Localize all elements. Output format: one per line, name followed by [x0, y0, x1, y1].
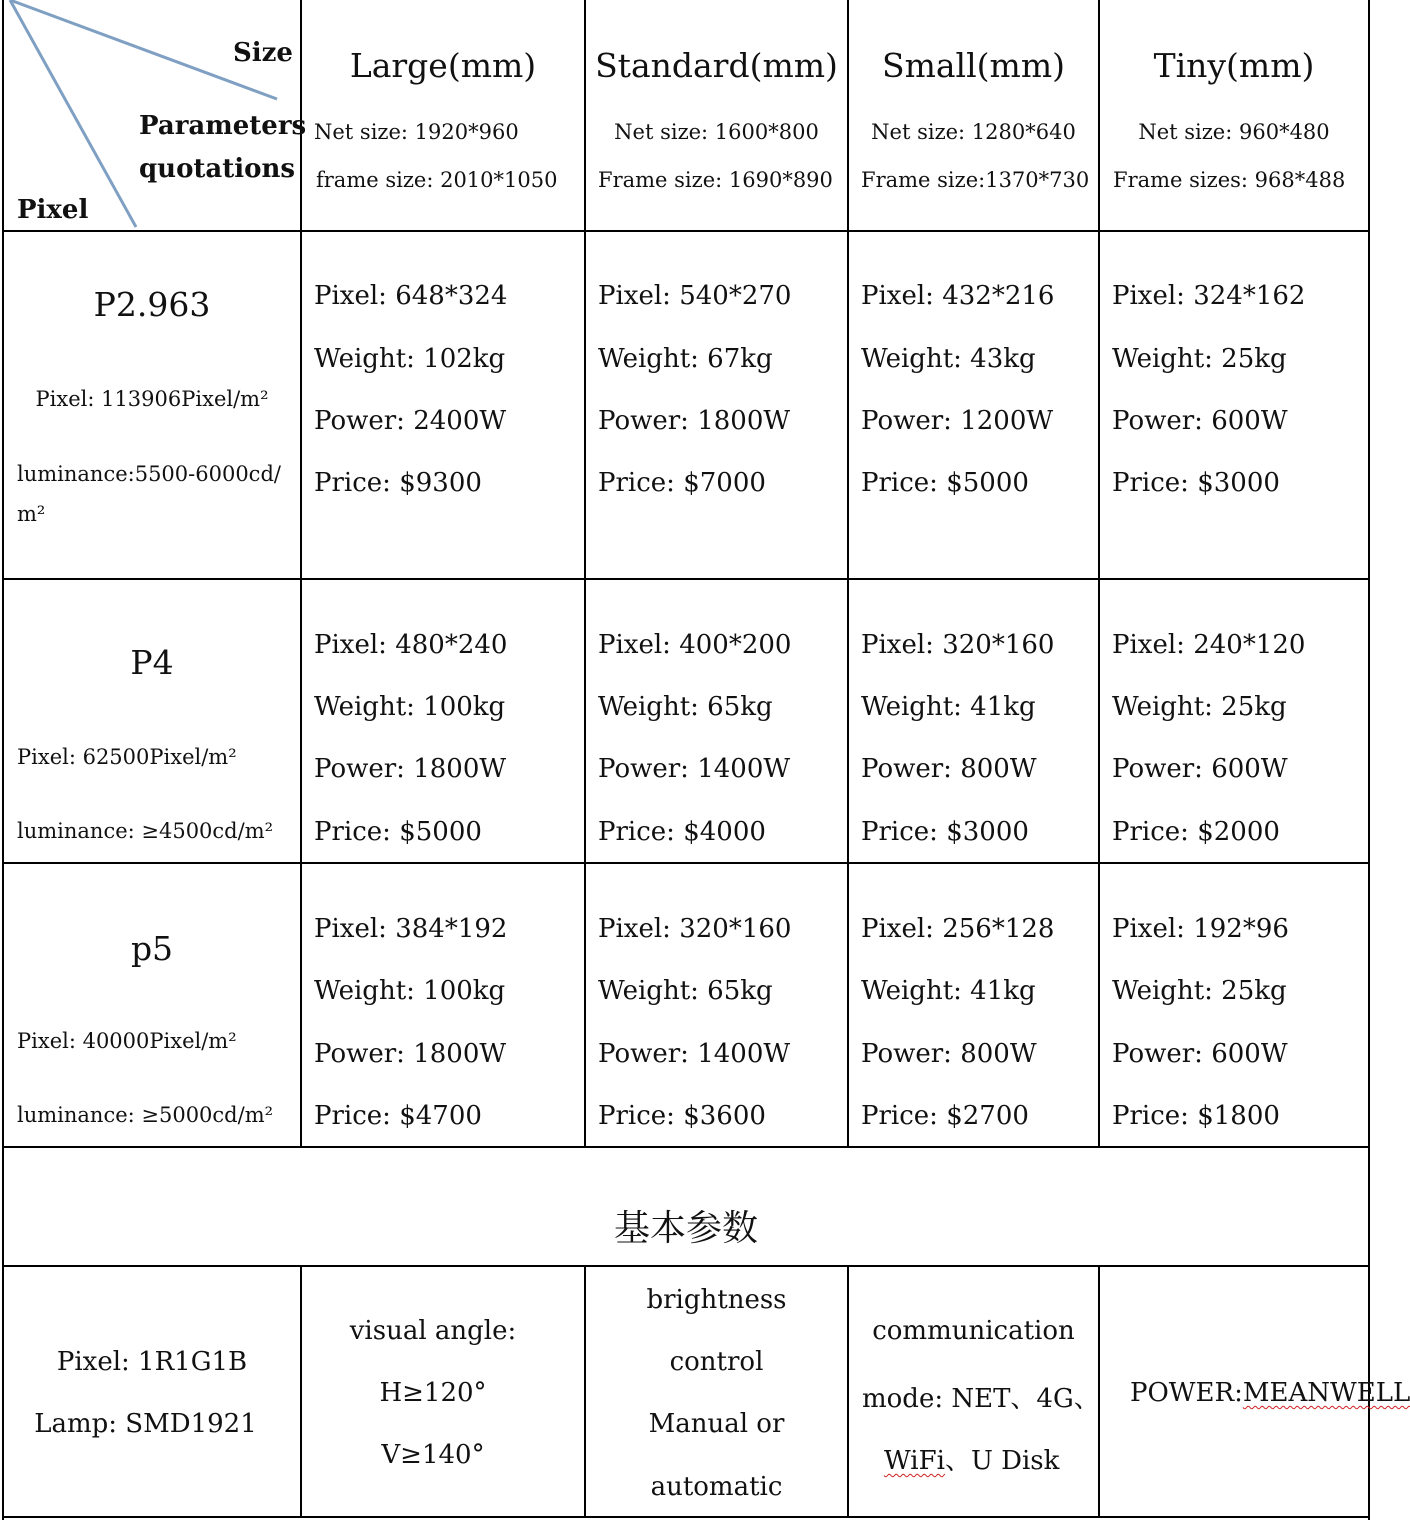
visual-angle-label: visual angle: [349, 1316, 517, 1346]
brightness-manual: Manual or [648, 1409, 785, 1439]
corner-size-label: Size [233, 38, 293, 68]
spec-pixel: Pixel: 320*160 [861, 630, 1055, 660]
column-title: Large(mm) [349, 46, 537, 85]
net-size: Net size: 1280*640 [871, 120, 1076, 144]
spec-pixel: Pixel: 320*160 [598, 914, 792, 944]
spec-price: Price: $1800 [1112, 1101, 1280, 1131]
net-size: Net size: 960*480 [1138, 120, 1330, 144]
column-title: Small(mm) [881, 46, 1065, 85]
frame-size: frame size: 2010*1050 [316, 168, 558, 192]
spec-price: Price: $4000 [598, 817, 766, 847]
spec-pixel: Pixel: 480*240 [314, 630, 508, 660]
spec-price: Price: $5000 [314, 817, 482, 847]
spec-price: Price: $7000 [598, 468, 766, 498]
spec-weight: Weight: 41kg [861, 976, 1036, 1006]
spec-pixel: Pixel: 256*128 [861, 914, 1055, 944]
spec-power: Power: 600W [1112, 406, 1288, 436]
spec-weight: Weight: 25kg [1112, 692, 1287, 722]
diagonal-line-pixel [10, 0, 136, 227]
spec-weight: Weight: 67kg [598, 344, 773, 374]
frame-size: Frame size:1370*730 [861, 168, 1090, 192]
power-brand: MEANWELL [1242, 1378, 1410, 1408]
spec-weight: Weight: 25kg [1112, 976, 1287, 1006]
net-size: Net size: 1920*960 [314, 120, 519, 144]
model-name: P4 [130, 643, 174, 682]
brightness-label: brightness [646, 1285, 787, 1315]
spec-power: Power: 1800W [314, 754, 507, 784]
udisk-text: 、U Disk [944, 1446, 1060, 1476]
basic-pixel: Pixel: 1R1G1B [56, 1347, 248, 1377]
spec-pixel: Pixel: 432*216 [861, 281, 1055, 311]
wifi-text: WiFi [884, 1446, 945, 1476]
spec-weight: Weight: 100kg [314, 692, 506, 722]
spec-price: Price: $3000 [1112, 468, 1280, 498]
pixel-density: Pixel: 113906Pixel/m² [35, 387, 269, 411]
spec-pixel: Pixel: 240*120 [1112, 630, 1306, 660]
spec-weight: Weight: 102kg [314, 344, 506, 374]
corner-parameters-label: Parameters [139, 111, 307, 141]
power-supply [1130, 1378, 1410, 1408]
spec-price: Price: $2000 [1112, 817, 1280, 847]
spec-pixel: Pixel: 384*192 [314, 914, 508, 944]
column-title: Standard(mm) [595, 46, 838, 85]
spec-power: Power: 1200W [861, 406, 1054, 436]
corner-quotations-label: quotations [139, 154, 296, 184]
pixel-density: Pixel: 62500Pixel/m² [17, 745, 237, 769]
model-name: p5 [130, 929, 174, 968]
spec-pixel: Pixel: 400*200 [598, 630, 792, 660]
spec-power: Power: 1800W [314, 1039, 507, 1069]
spec-price: Price: $9300 [314, 468, 482, 498]
communication-label: communication [872, 1316, 1075, 1346]
frame-size: Frame size: 1690*890 [598, 168, 833, 192]
brightness-automatic: automatic [650, 1472, 783, 1502]
model-name: P2.963 [93, 285, 211, 324]
luminance: luminance: ≥5000cd/m² [17, 1103, 274, 1127]
visual-angle-v: V≥140° [381, 1440, 485, 1470]
spec-pixel: Pixel: 540*270 [598, 281, 792, 311]
luminance: luminance:5500-6000cd/ [17, 462, 281, 486]
spec-pixel: Pixel: 648*324 [314, 281, 508, 311]
spec-pixel: Pixel: 324*162 [1112, 281, 1306, 311]
spec-power: Power: 800W [861, 754, 1037, 784]
spec-power: Power: 1800W [598, 406, 791, 436]
spec-price: Price: $5000 [861, 468, 1029, 498]
basic-lamp: Lamp: SMD1921 [34, 1409, 257, 1439]
spec-weight: Weight: 25kg [1112, 344, 1287, 374]
communication-options [884, 1440, 1059, 1477]
spec-power: Power: 1400W [598, 1039, 791, 1069]
luminance: luminance: ≥4500cd/m² [17, 819, 274, 843]
power-label: POWER: [1130, 1378, 1243, 1408]
spec-power: Power: 800W [861, 1039, 1037, 1069]
visual-angle-h: H≥120° [379, 1378, 487, 1408]
communication-mode: mode: NET、4G、 [862, 1384, 1100, 1414]
corner-pixel-label: Pixel [17, 195, 89, 225]
spec-weight: Weight: 43kg [861, 344, 1036, 374]
spec-power: Power: 2400W [314, 406, 507, 436]
spec-weight: Weight: 41kg [861, 692, 1036, 722]
spec-weight: Weight: 65kg [598, 692, 773, 722]
luminance-unit: m² [17, 502, 46, 526]
frame-size: Frame sizes: 968*488 [1113, 168, 1346, 192]
spec-price: Price: $3600 [598, 1101, 766, 1131]
basic-parameters-title: 基本参数 [613, 1208, 758, 1249]
spec-power: Power: 600W [1112, 1039, 1288, 1069]
spec-pixel: Pixel: 192*96 [1112, 914, 1289, 944]
column-title: Tiny(mm) [1153, 46, 1315, 85]
spec-power: Power: 1400W [598, 754, 791, 784]
spec-weight: Weight: 100kg [314, 976, 506, 1006]
pixel-density: Pixel: 40000Pixel/m² [17, 1029, 237, 1053]
spec-price: Price: $3000 [861, 817, 1029, 847]
net-size: Net size: 1600*800 [614, 120, 819, 144]
brightness-control: control [669, 1347, 764, 1377]
spec-weight: Weight: 65kg [598, 976, 773, 1006]
spec-power: Power: 600W [1112, 754, 1288, 784]
spec-price: Price: $4700 [314, 1101, 482, 1131]
spec-price: Price: $2700 [861, 1101, 1029, 1131]
